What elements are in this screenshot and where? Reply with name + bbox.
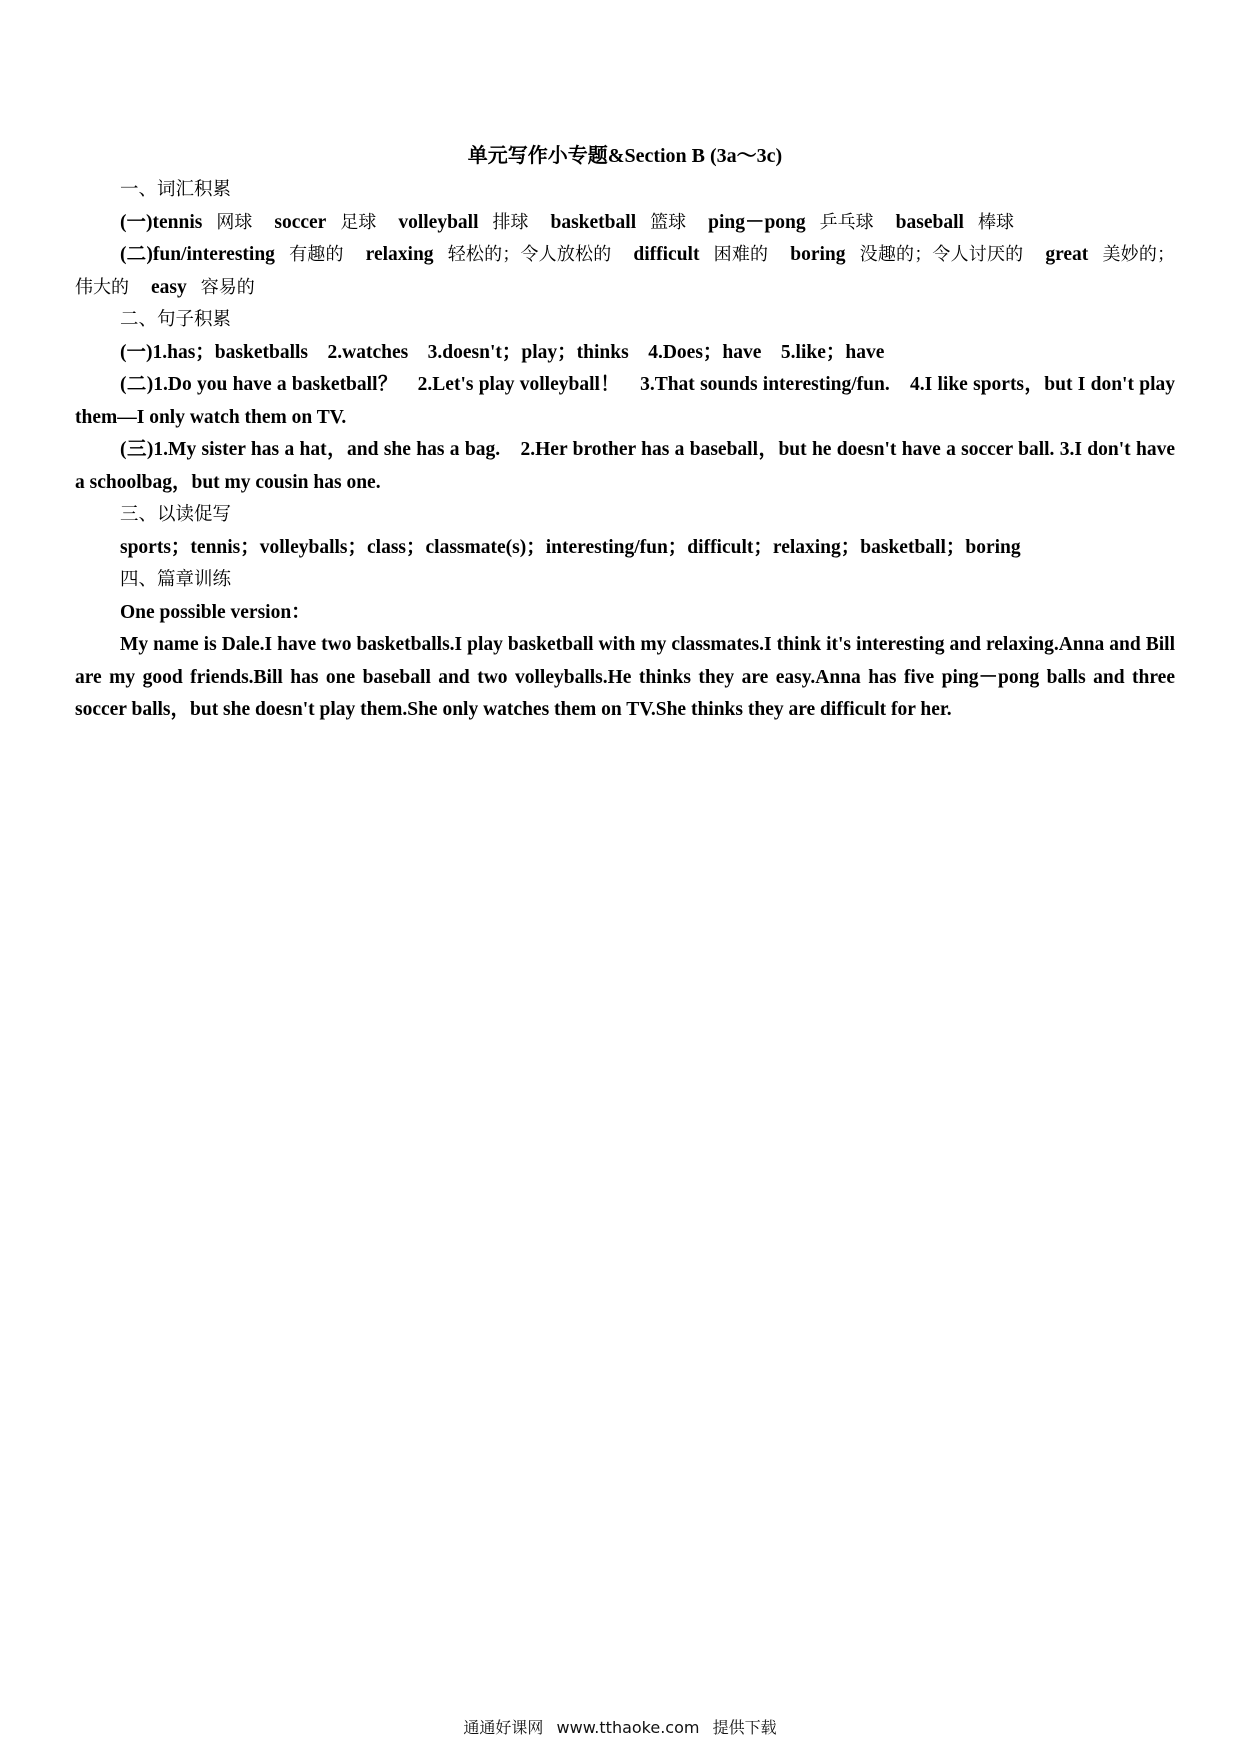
vocab-zh: 轻松的；令人放松的 xyxy=(447,244,612,265)
vocab-en: soccer xyxy=(274,211,327,233)
vocab-zh: 美妙的；伟大的 xyxy=(75,244,1175,298)
vocab-zh: 乒乓球 xyxy=(819,211,874,233)
page-title: 单元写作小专题&Section B (3a～3c) xyxy=(467,145,783,167)
vocab-zh: 网球 xyxy=(216,211,253,233)
vocab-en: tennis xyxy=(152,211,203,233)
footer-suffix: 提供下载 xyxy=(712,1718,777,1737)
vocab-en: ping－pong xyxy=(708,211,806,233)
vocab-en: basketball xyxy=(550,211,637,233)
page-footer xyxy=(0,1715,1240,1738)
vocab-zh: 足球 xyxy=(340,211,377,233)
sentences-part-2: (二)1.Do you have a basketball？ 2.Let's play volleyball！ 3.That sounds interesting/fun. 4.I like sports，but I don't play them—I only watch them on TV. xyxy=(75,374,1175,428)
vocab-part-1 xyxy=(75,207,1175,240)
reading-answers: sports；tennis；volleyballs；class；classmate(s)；interesting/fun；difficult；relaxing；basketball；boring xyxy=(120,536,1021,558)
vocab-en: great xyxy=(1045,244,1089,265)
document-page xyxy=(75,140,1175,727)
vocab-en: relaxing xyxy=(365,244,434,265)
vocab-zh: 排球 xyxy=(492,211,529,233)
sentences-part-1: (一)1.has；basketballs 2.watches 3.doesn't；play；thinks 4.Does；have 5.like；have xyxy=(120,341,885,363)
vocab-en: baseball xyxy=(895,211,964,233)
vocab-en: easy xyxy=(151,276,187,298)
vocab-en: boring xyxy=(790,244,846,265)
section-heading-reading-writing: 三、以读促写 xyxy=(120,504,232,525)
section-heading-sentences: 二、句子积累 xyxy=(120,309,232,330)
composition-label: One possible version： xyxy=(120,601,311,623)
vocab-part-2-prefix: (二) xyxy=(120,244,153,265)
vocab-zh: 棒球 xyxy=(977,211,1014,233)
section-heading-vocabulary: 一、词汇积累 xyxy=(120,179,232,200)
section-heading-composition: 四、篇章训练 xyxy=(120,569,232,590)
vocab-zh: 有趣的 xyxy=(288,244,344,265)
vocab-part-2 xyxy=(75,239,1175,304)
composition-essay: My name is Dale.I have two basketballs.I play basketball with my classmates.I think it's interesting and relaxing.Anna and Bill are my good friends.Bill has one baseball and two volleyballs.He thinks they are easy.Anna has five ping－pong balls and three soccer balls，but she doesn't play them.She only watches them on TV.She thinks they are difficult for her. xyxy=(75,634,1175,720)
footer-site-name: 通通好课网 xyxy=(463,1718,544,1737)
vocab-part-1-prefix: (一) xyxy=(120,211,153,233)
vocab-zh: 容易的 xyxy=(200,276,255,298)
vocab-en: fun/interesting xyxy=(152,244,275,265)
vocab-en: volleyball xyxy=(398,211,479,233)
vocab-zh: 困难的 xyxy=(713,244,769,265)
vocab-zh: 没趣的；令人讨厌的 xyxy=(859,244,1024,265)
vocab-en: difficult xyxy=(633,244,700,265)
vocab-zh: 篮球 xyxy=(650,211,687,233)
sentences-part-3: (三)1.My sister has a hat，and she has a bag. 2.Her brother has a baseball，but he doesn't have a soccer ball. 3.I don't have a schoolbag，but my cousin has one. xyxy=(75,439,1175,493)
footer-url[interactable]: www.tthaoke.com xyxy=(556,1718,700,1737)
